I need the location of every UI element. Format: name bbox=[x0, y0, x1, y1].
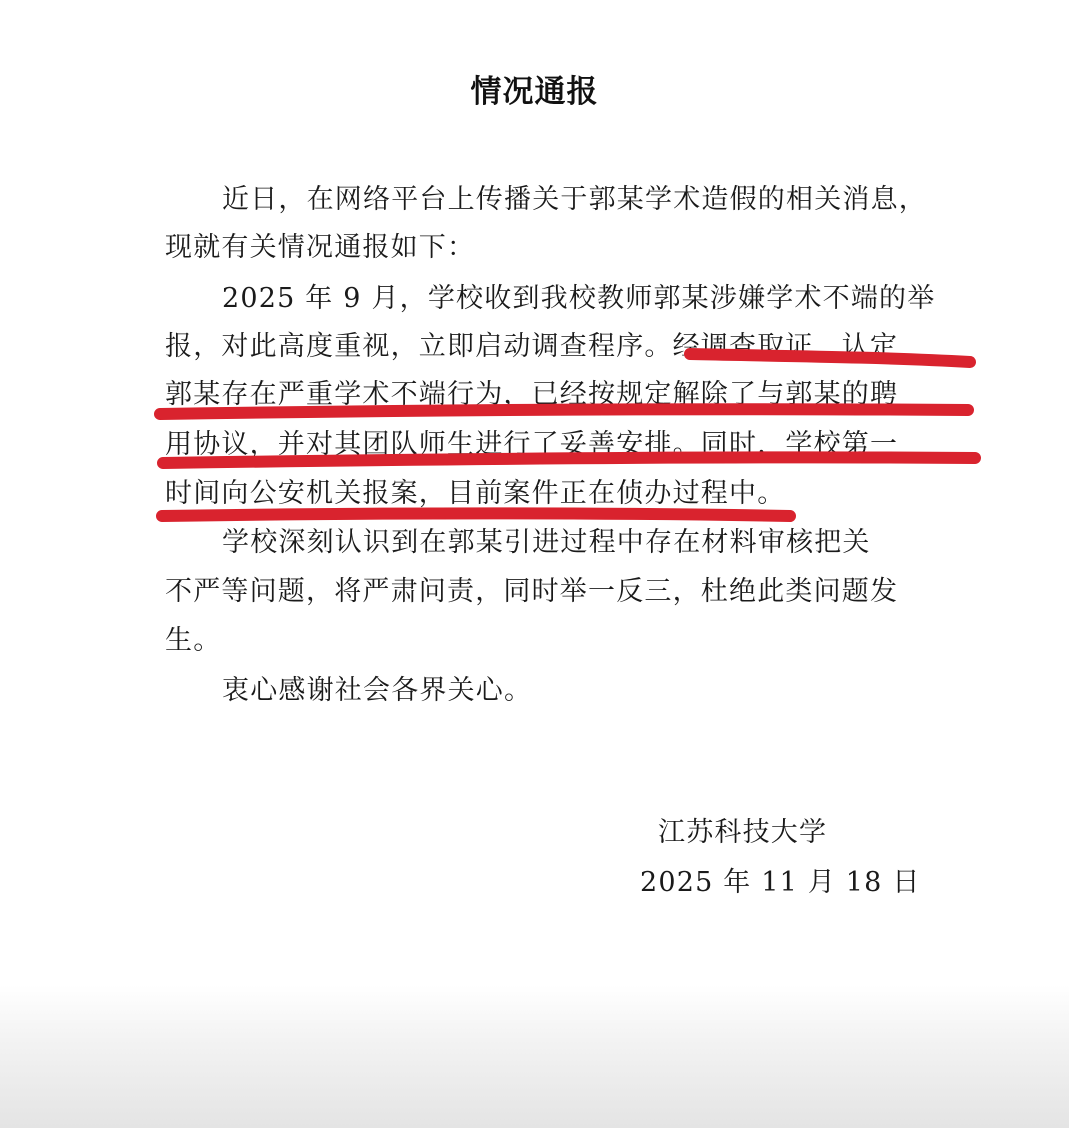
paragraph-line: 近日，在网络平台上传播关于郭某学术造假的相关消息， bbox=[222, 184, 927, 215]
signature-org: 江苏科技大学 bbox=[658, 817, 828, 848]
paragraph-line: 现就有关情况通报如下： bbox=[165, 232, 476, 263]
paragraph-line: 不严等问题，将严肃问责，同时举一反三，杜绝此类问题发 bbox=[165, 576, 899, 607]
paragraph-line: 生。 bbox=[165, 625, 222, 656]
paragraph-line: 报，对此高度重视，立即启动调查程序。经调查取证，认定 bbox=[165, 331, 899, 362]
paragraph-line: 郭某存在严重学术不端行为，已经按规定解除了与郭某的聘 bbox=[165, 379, 899, 410]
paragraph-line: 2025 年 9 月，学校收到我校教师郭某涉嫌学术不端的举 bbox=[222, 283, 936, 314]
paragraph-line: 衷心感谢社会各界关心。 bbox=[222, 675, 533, 706]
paragraph-line: 用协议，并对其团队师生进行了妥善安排。同时，学校第一 bbox=[165, 429, 899, 460]
signature-date: 2025 年 11 月 18 日 bbox=[640, 867, 921, 898]
paragraph-line: 时间向公安机关报案，目前案件正在侦办过程中。 bbox=[165, 478, 786, 509]
paragraph-line: 学校深刻认识到在郭某引进过程中存在材料审核把关 bbox=[222, 527, 871, 558]
red-underline-stroke bbox=[162, 513, 790, 516]
document-title: 情况通报 bbox=[470, 74, 599, 110]
